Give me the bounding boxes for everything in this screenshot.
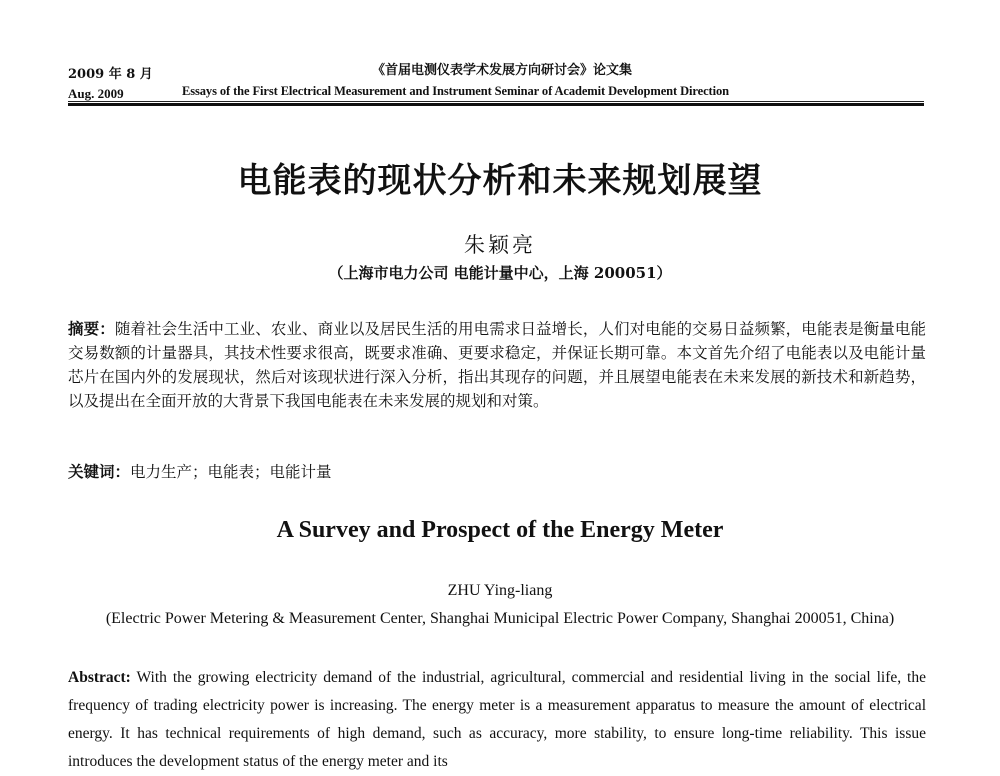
header-rule-thick <box>68 103 924 106</box>
author-en: ZHU Ying-liang <box>447 582 553 599</box>
abstract-cn-label: 摘要： <box>68 319 115 338</box>
header-journal-en: Essays of the First Electrical Measurement and Instrument Seminar of Academit Development Direction <box>182 84 729 98</box>
affiliation-cn: （上海市电力公司 电能计量中心，上海 200051） <box>328 264 672 282</box>
keywords-cn-label: 关键词： <box>68 462 131 481</box>
paper-title-cn: 电能表的现状分析和未来规划展望 <box>237 161 763 201</box>
affiliation-en: (Electric Power Metering & Measurement Center, Shanghai Municipal Electric Power Company, Shanghai 200051, China) <box>105 610 895 627</box>
header-rule-thin <box>68 101 924 102</box>
abstract-en-text: With the growing electricity demand of the industrial, agricultural, commercial and residential living in the social life, the frequency of trading electricity power is increasing. The energy meter is a measurement apparatus to measure the amount of electrical energy. It has technical requirements of high demand, such as accuracy, more stability, to ensure long-time reliability. This issue introduces the development status of the energy meter and its <box>68 669 926 770</box>
abstract-cn-text: 随着社会生活中工业、农业、商业以及居民生活的用电需求日益增长，人们对电能的交易日益频繁，电能表是衡量电能交易数额的计量器具，其技术性要求很高，既要求准确、更要求稳定，并保证长期可靠。本文首先介绍了电能表以及电能计量芯片在国内外的发展现状，然后对该现状进行深入分析，指出其现存的问题，并且展望电能表在未来发展的新技术和新趋势，以及提出在全面开放的大背景下我国电能表在未来发展的规划和对策。 <box>68 320 926 410</box>
abstract-en <box>68 664 926 776</box>
keywords-cn-text: 电力生产；电能表；电能计量 <box>130 463 332 481</box>
header-date-cn: 2009 年 8 月 <box>68 67 153 82</box>
header-journal-cn: 《首届电测仪表学术发展方向研讨会》论文集 <box>372 63 633 78</box>
keywords-cn <box>68 460 332 482</box>
abstract-en-label: Abstract: <box>68 669 131 686</box>
author-cn: 朱颖亮 <box>464 233 536 257</box>
abstract-cn <box>68 317 926 413</box>
paper-title-en: A Survey and Prospect of the Energy Meter <box>276 517 724 543</box>
header-date-en: Aug. 2009 <box>68 86 124 101</box>
